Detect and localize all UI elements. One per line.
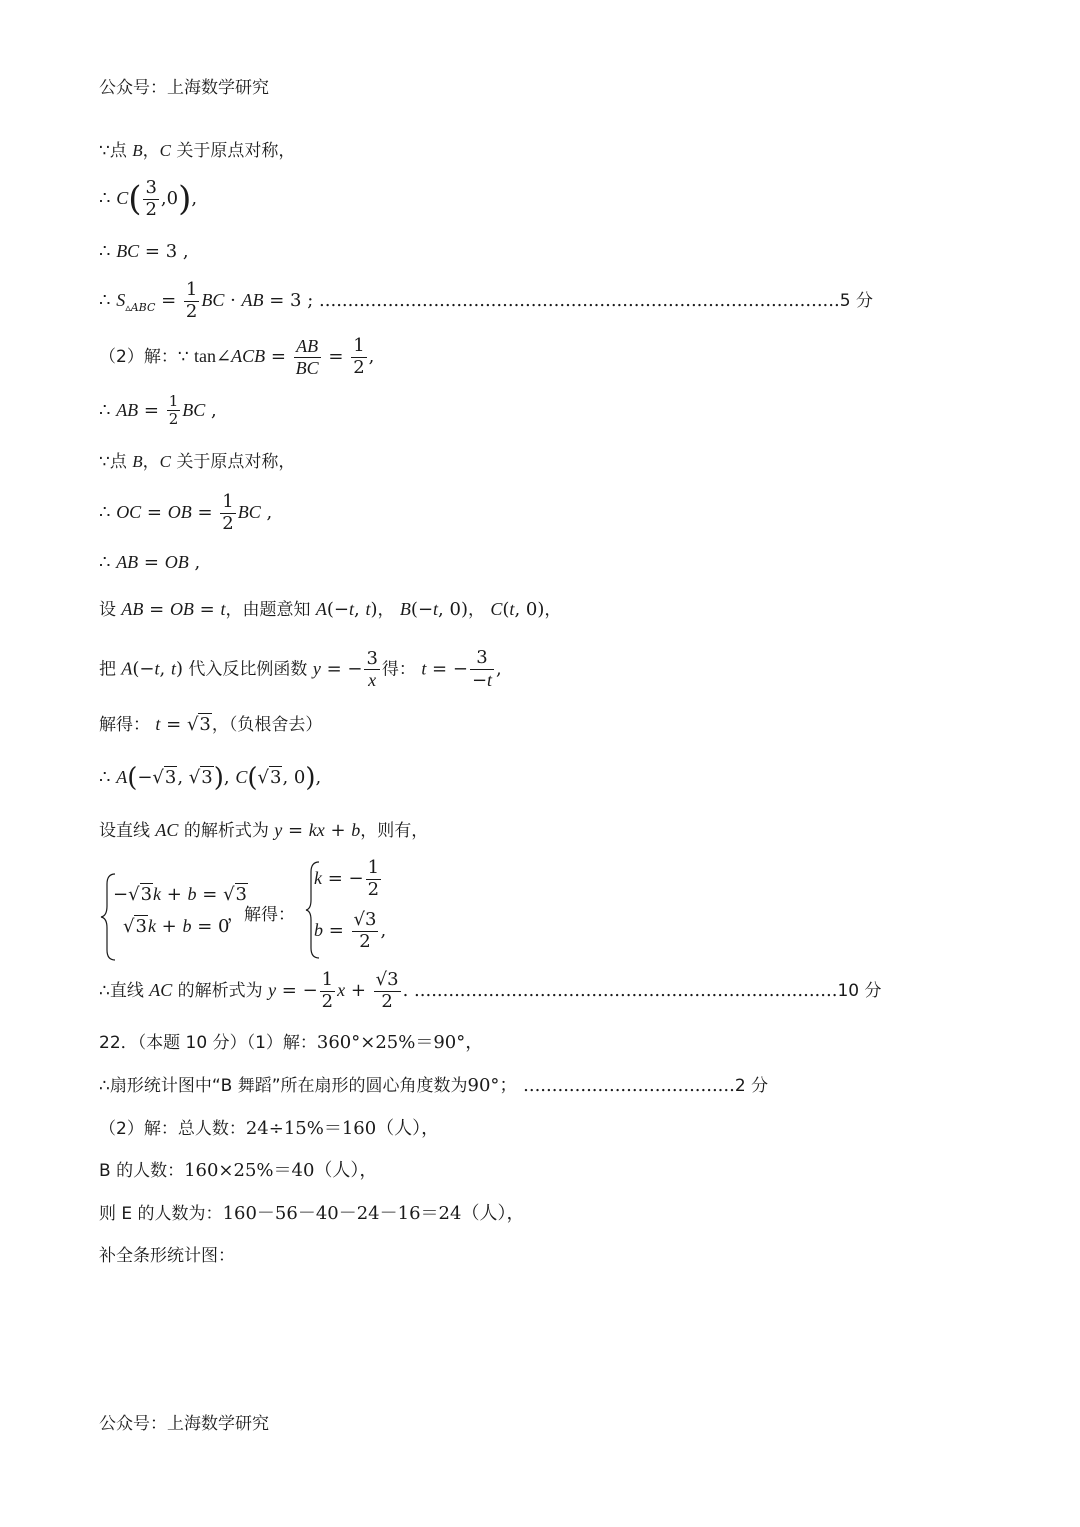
formula-set-t: 设 AB = OB = t，由题意知 A(−t, t)， B(−t, 0)， C(t, 0)， [99,599,562,620]
page-header: 公众号：上海数学研究 [99,78,269,98]
formula-bc: ∴ BC = 3 , [99,241,189,262]
equation-system: −√3k + b = √3 √3k + b = 0 ，解得： k = − $\frac{1}{2}$ b = $\frac{√3}{2}$ , [99,858,439,963]
text-e-count: 则 E 的人数为：160－56－40－24－16＝24（人）， [99,1203,525,1224]
text-complete-chart: 补全条形统计图： [99,1246,235,1266]
problem-22-line: 22．（本题 10 分）（1）解：360°×25%＝90°， [99,1032,484,1053]
score-5: 5 分 [839,291,873,312]
text-line-symmetric-2: ∵点 B，C 关于原点对称， [99,452,296,472]
text-total: （2）解：总人数：24÷15%＝160（人）， [99,1118,440,1139]
page-footer: 公众号：上海数学研究 [99,1414,269,1434]
formula-line-result: ∴直线 AC 的解析式为 y = − $\frac{1}{2}$ x + $\frac{√3}{2}$ . ..........................................................................10 分 [99,969,882,1012]
score-10: 10 分 [837,981,882,1002]
formula-ab-ob: ∴ AB = OB , [99,552,201,573]
formula-substitute: 把 A(−t, t) 代入反比例函数 y = − $\frac{3}{x}$ 得： t = − $\frac{3}{-t}$ , [99,647,502,691]
formula-oc-ob: ∴ OC = OB = $\frac{1}{2}$ BC , [99,491,273,534]
formula-solve-t: 解得： t = √3，（负根舍去） [99,714,323,735]
text-line-symmetric-1: ∵点 B，C 关于原点对称， [99,141,296,161]
formula-tan: （2）解：∵ tan∠ACB = $\frac{AB}{BC}$ = $\frac{1}{2}$ , [99,335,375,378]
formula-point-c: ∴ C( $\frac{3}{2}$ ,0), [99,177,198,220]
formula-ab-half: ∴ AB = $\frac{1}{2}$ BC , [99,392,217,429]
formula-line-def: 设直线 AC 的解析式为 y = kx + b，则有， [99,820,429,841]
formula-points-ac: ∴ A(−√3, √3), C(√3, 0), [99,763,322,793]
text-sector-angle: ∴扇形统计图中“B 舞蹈”所在扇形的圆心角度数为90°； .....................................2 分 [99,1075,769,1096]
text-b-count: B 的人数：160×25%＝40（人）， [99,1160,378,1181]
formula-area: ∴ $S_{▵ABC}$ = $\frac{1}{2}$ BC · AB = 3 ; ...........................................................................................5 分 [99,279,873,322]
score-2: 2 分 [734,1076,769,1096]
